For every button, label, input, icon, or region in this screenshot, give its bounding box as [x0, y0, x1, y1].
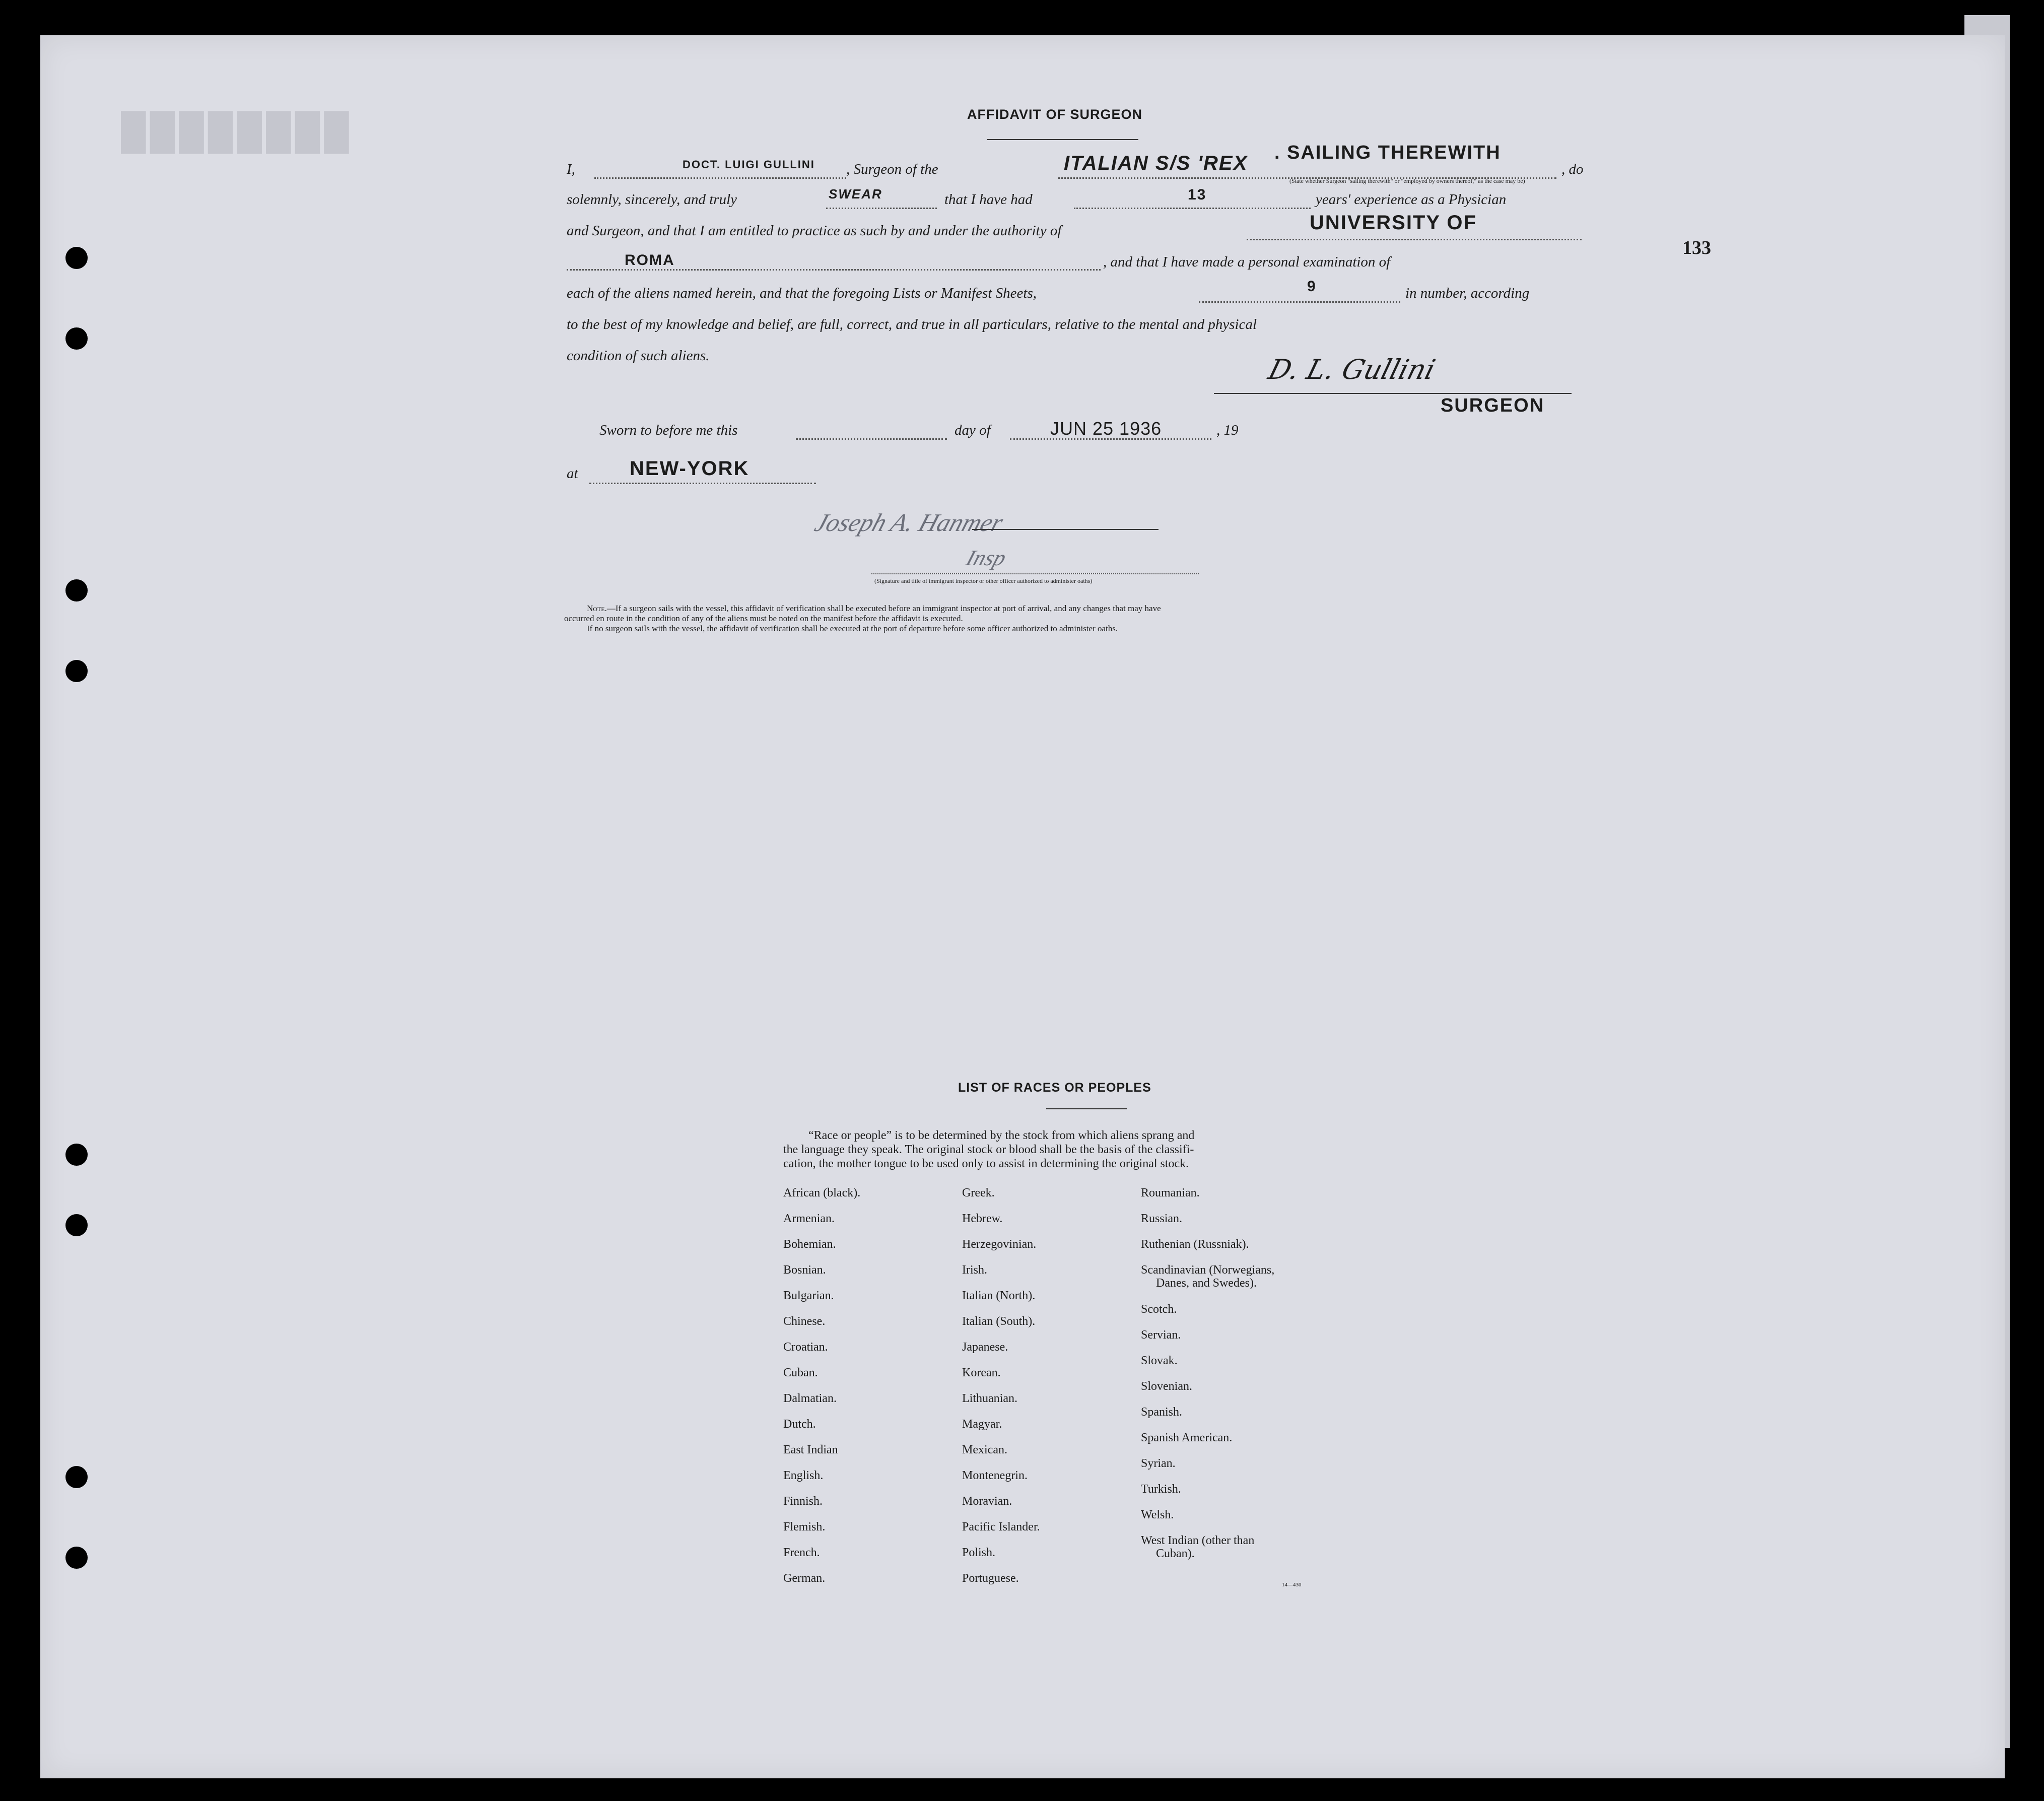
race-entry: Pacific Islander. [962, 1520, 1040, 1533]
races-intro [783, 1128, 1373, 1171]
surgeon-of-text: , Surgeon of the [846, 161, 938, 177]
surgeon-name: DOCT. LUIGI GULLINI [683, 158, 815, 171]
surgeon-signature: D. L. Gullini [1265, 354, 1439, 385]
race-entry: German. [783, 1572, 826, 1585]
surgeon-label: SURGEON [1441, 395, 1545, 416]
race-entry: Turkish. [1141, 1483, 1181, 1496]
race-entry: Slovenian. [1141, 1380, 1192, 1393]
race-entry: Cuban. [783, 1366, 818, 1379]
officer-sign-line [972, 529, 1159, 530]
race-entry: Flemish. [783, 1520, 826, 1533]
race-entry: Bulgarian. [783, 1289, 834, 1302]
race-entry: Danes, and Swedes). [1156, 1277, 1257, 1290]
note-line-1 [564, 604, 1561, 614]
years-value: 13 [1188, 186, 1207, 203]
race-entry: Montenegrin. [962, 1469, 1028, 1482]
race-entry: Dalmatian. [783, 1392, 837, 1405]
race-entry: Syrian. [1141, 1457, 1176, 1470]
race-entry: Spanish American. [1141, 1431, 1233, 1444]
year-prefix: , 19 [1216, 422, 1239, 438]
race-entry: Hebrew. [962, 1212, 1003, 1225]
punch-hole [65, 247, 88, 269]
authority-dotline [1247, 239, 1582, 240]
race-entry: Bosnian. [783, 1263, 826, 1277]
race-entry: Greek. [962, 1186, 995, 1199]
officer-signature: Joseph A. Hanmer [811, 508, 1007, 537]
race-entry: Finnish. [783, 1495, 823, 1508]
race-entry: Japanese. [962, 1341, 1008, 1354]
race-entry: Magyar. [962, 1418, 1002, 1431]
at-text: at [567, 465, 578, 482]
years-dotline [1074, 208, 1311, 209]
bleed-through-text: ████████ [121, 111, 353, 151]
race-entry: Croatian. [783, 1341, 828, 1354]
note-text-1: —If a surgeon sails with the vessel, this affidavit of verification shall be executed before an immigrant inspector at port of arrival, and any changes that may have [606, 604, 1161, 613]
race-entry: Bohemian. [783, 1238, 836, 1251]
oath-word: SWEAR [829, 186, 882, 202]
race-entry: Mexican. [962, 1443, 1007, 1456]
race-entry: Polish. [962, 1546, 996, 1559]
race-entry: Korean. [962, 1366, 1001, 1379]
race-entry: English. [783, 1469, 824, 1482]
affidavit-i: I, [567, 161, 575, 177]
races-title: LIST OF RACES OR PEOPLES [958, 1081, 1151, 1095]
race-entry: Armenian. [783, 1212, 835, 1225]
according-text: in number, according [1405, 285, 1530, 301]
affidavit-title: AFFIDAVIT OF SURGEON [967, 107, 1142, 122]
race-entry: Roumanian. [1141, 1186, 1200, 1199]
note-line-2: occurred en route in the condition of any of the aliens must be noted on the manifest before the affidavit is executed. [564, 614, 963, 623]
entitled-text: and Surgeon, and that I am entitled to practice as such by and under the authority of [567, 223, 1062, 239]
punch-hole [65, 1466, 88, 1488]
race-entry: Welsh. [1141, 1508, 1174, 1521]
note-line-3: If no surgeon sails with the vessel, the affidavit of verification shall be executed at the port of departure before some officer authorized to administer oaths. [587, 624, 1118, 633]
state-note: (State whether Surgeon "sailing therewith" or "employed by owners thereof," as the case may be) [1289, 177, 1525, 184]
race-entry: Irish. [962, 1263, 987, 1277]
sworn-text: Sworn to before me this [599, 422, 738, 438]
sworn-day-dotline [796, 438, 947, 440]
race-entry: Russian. [1141, 1212, 1183, 1225]
surgeon-role: . SAILING THEREWITH [1274, 142, 1501, 163]
intro-line-3: cation, the mother tongue to be used only to assist in determining the original stock. [783, 1157, 1189, 1170]
race-entry: Italian (North). [962, 1289, 1036, 1302]
punch-hole [65, 1547, 88, 1569]
knowledge-text: to the best of my knowledge and belief, are full, correct, and true in all particulars, relative to the mental and physical [567, 316, 1257, 332]
city-dotline [567, 269, 1101, 271]
solemnly-text: solemnly, sincerely, and truly [567, 191, 737, 208]
officer-caption: (Signature and title of immigrant inspector or other officer authorized to administer oaths) [874, 577, 1093, 584]
punch-hole [65, 660, 88, 682]
officer-dotline [871, 573, 1199, 574]
punch-hole [65, 579, 88, 602]
race-entry: Scandinavian (Norwegians, [1141, 1263, 1275, 1277]
punch-hole [65, 1214, 88, 1236]
race-entry: Servian. [1141, 1328, 1181, 1342]
sworn-date: JUN 25 1936 [1050, 418, 1162, 439]
place-dotline [589, 483, 816, 484]
experience-text: years' experience as a Physician [1316, 191, 1507, 208]
intro-line-2: the language they speak. The original stock or blood shall be the basis of the classifi- [783, 1143, 1194, 1156]
race-entry: French. [783, 1546, 820, 1559]
race-entry: Ruthenian (Russniak). [1141, 1238, 1249, 1251]
punch-hole [65, 1144, 88, 1166]
do-text: , do [1561, 161, 1584, 177]
race-entry: Chinese. [783, 1315, 826, 1328]
day-of-text: day of [955, 422, 991, 438]
document-page [40, 35, 2005, 1778]
ship-name: ITALIAN S/S 'REX [1064, 152, 1248, 174]
authority: UNIVERSITY OF [1310, 212, 1477, 234]
condition-text: condition of such aliens. [567, 348, 710, 364]
form-code: 14—430 [1282, 1582, 1302, 1588]
intro-line-1: “Race or people” is to be determined by the stock from which aliens sprang and [808, 1129, 1195, 1142]
aliens-text: each of the aliens named herein, and that the foregoing Lists or Manifest Sheets, [567, 285, 1037, 301]
race-entry: Spanish. [1141, 1406, 1183, 1419]
race-entry: East Indian [783, 1443, 838, 1456]
name-dotline [594, 177, 846, 179]
note-label: Note. [587, 604, 607, 613]
race-entry: Scotch. [1141, 1303, 1177, 1316]
race-entry: Herzegovinian. [962, 1238, 1037, 1251]
page-number: 133 [1682, 237, 1711, 258]
race-entry: Moravian. [962, 1495, 1012, 1508]
had-text: that I have had [944, 191, 1033, 208]
signature-line [1214, 393, 1572, 394]
race-entry: Portuguese. [962, 1572, 1019, 1585]
race-entry: Lithuanian. [962, 1392, 1017, 1405]
race-entry: Cuban). [1156, 1547, 1195, 1560]
sworn-place: NEW-YORK [630, 457, 750, 480]
affidavit-note [564, 604, 1561, 634]
race-entry: Slovak. [1141, 1354, 1178, 1367]
officer-title: Insp [963, 546, 1009, 570]
sheets-dotline [1199, 301, 1400, 303]
title-underline [987, 139, 1138, 140]
race-entry: Italian (South). [962, 1315, 1036, 1328]
examination-text: , and that I have made a personal examination of [1103, 254, 1391, 270]
sheets-count: 9 [1307, 278, 1317, 295]
punch-hole [65, 327, 88, 350]
race-entry: West Indian (other than [1141, 1534, 1255, 1547]
oath-dotline [826, 208, 937, 209]
race-entry: Dutch. [783, 1418, 816, 1431]
authority-city: ROMA [625, 252, 675, 269]
races-title-underline [1046, 1108, 1127, 1109]
race-entry: African (black). [783, 1186, 861, 1199]
